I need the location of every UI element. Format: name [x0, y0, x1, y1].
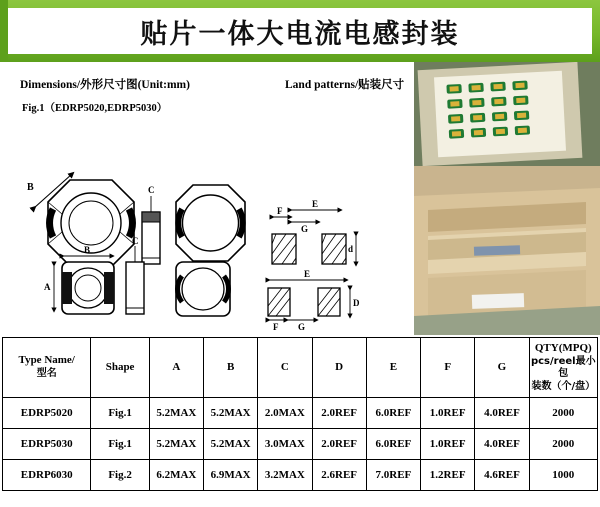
cell-e: 6.0REF [366, 398, 420, 429]
photo-carton-illustration [414, 166, 600, 335]
col-header-shape: Shape [91, 338, 149, 398]
specification-table-wrap [0, 335, 600, 507]
cell-shape: Fig.1 [91, 398, 149, 429]
cell-shape: Fig.1 [91, 429, 149, 460]
cell-c: 3.2MAX [258, 460, 312, 491]
col-header-b: B [203, 338, 257, 398]
cell-a: 6.2MAX [149, 460, 203, 491]
svg-text:E: E [312, 199, 319, 209]
cell-a: 5.2MAX [149, 429, 203, 460]
technical-drawing-svg [0, 62, 414, 335]
dimensions-title: Dimensions/外形尺寸图(Unit:mm) [20, 79, 190, 91]
col-header-f: F [421, 338, 475, 398]
table-row [3, 460, 598, 491]
cell-c: 2.0MAX [258, 398, 312, 429]
cell-e: 7.0REF [366, 460, 420, 491]
page-header-banner [0, 0, 600, 62]
drawings-panel [0, 62, 414, 335]
cell-g: 4.6REF [475, 460, 529, 491]
svg-text:G: G [301, 224, 309, 234]
fig2-bottom-view [176, 262, 230, 316]
photo-tray-illustration [414, 62, 600, 166]
cell-g: 4.0REF [475, 398, 529, 429]
cell-shape: Fig.2 [91, 460, 149, 491]
fig2-land-pattern [268, 269, 360, 332]
cell-g: 4.0REF [475, 429, 529, 460]
svg-text:F: F [273, 322, 279, 332]
cell-b: 5.2MAX [203, 429, 257, 460]
table-row [3, 429, 598, 460]
banner-left-accent [0, 0, 8, 62]
page-title: 贴片一体大电流电感封装 [140, 18, 460, 50]
banner-inner-panel [8, 8, 592, 54]
svg-text:D: D [353, 298, 360, 308]
fig1-top-view [27, 174, 134, 266]
fig1-bottom-view [176, 185, 245, 261]
cell-d: 2.0REF [312, 429, 366, 460]
svg-text:d: d [348, 244, 354, 254]
svg-text:E: E [304, 269, 311, 279]
svg-text:F: F [277, 206, 283, 216]
col-header-g: G [475, 338, 529, 398]
cell-d: 2.0REF [312, 398, 366, 429]
figure1-label: Fig.1（EDRP5020,EDRP5030） [22, 103, 168, 114]
cell-qty: 2000 [529, 429, 597, 460]
fig1-side-view [142, 185, 160, 264]
cell-qty: 2000 [529, 398, 597, 429]
fig1-land-pattern [272, 199, 356, 264]
specification-table [2, 337, 598, 491]
cell-f: 1.2REF [421, 460, 475, 491]
col-header-e: E [366, 338, 420, 398]
svg-text:C: C [132, 236, 139, 246]
cell-d: 2.6REF [312, 460, 366, 491]
col-header-type-name [3, 338, 91, 398]
product-photo-tray [414, 62, 600, 166]
svg-text:A: A [44, 282, 51, 292]
col-header-type-name-en: Type Name/ [18, 354, 75, 367]
col-header-qty-line1: QTY(MPQ) [534, 341, 592, 354]
table-header-row [3, 338, 598, 398]
cell-f: 1.0REF [421, 398, 475, 429]
cell-qty: 1000 [529, 460, 597, 491]
cell-type-name: EDRP5020 [3, 398, 91, 429]
table-row [3, 398, 598, 429]
svg-text:B: B [84, 245, 91, 255]
col-header-c: C [258, 338, 312, 398]
col-header-type-name-cn: 型名 [36, 368, 57, 380]
svg-text:C: C [148, 185, 155, 195]
col-header-qty-line3: 装数（个/盘） [531, 380, 596, 392]
cell-c: 3.0MAX [258, 429, 312, 460]
cell-b: 5.2MAX [203, 398, 257, 429]
cell-type-name: EDRP5030 [3, 429, 91, 460]
col-header-qty [529, 338, 597, 398]
cell-a: 5.2MAX [149, 398, 203, 429]
svg-text:B: B [27, 182, 34, 193]
col-header-d: D [312, 338, 366, 398]
cell-type-name: EDRP6030 [3, 460, 91, 491]
product-photo-carton [414, 166, 600, 335]
land-patterns-title: Land patterns/贴装尺寸 [285, 79, 405, 91]
cell-e: 6.0REF [366, 429, 420, 460]
svg-text:G: G [298, 322, 306, 332]
cell-f: 1.0REF [421, 429, 475, 460]
cell-b: 6.9MAX [203, 460, 257, 491]
col-header-qty-line2: pcs/reel最小包 [530, 355, 596, 380]
col-header-a: A [149, 338, 203, 398]
